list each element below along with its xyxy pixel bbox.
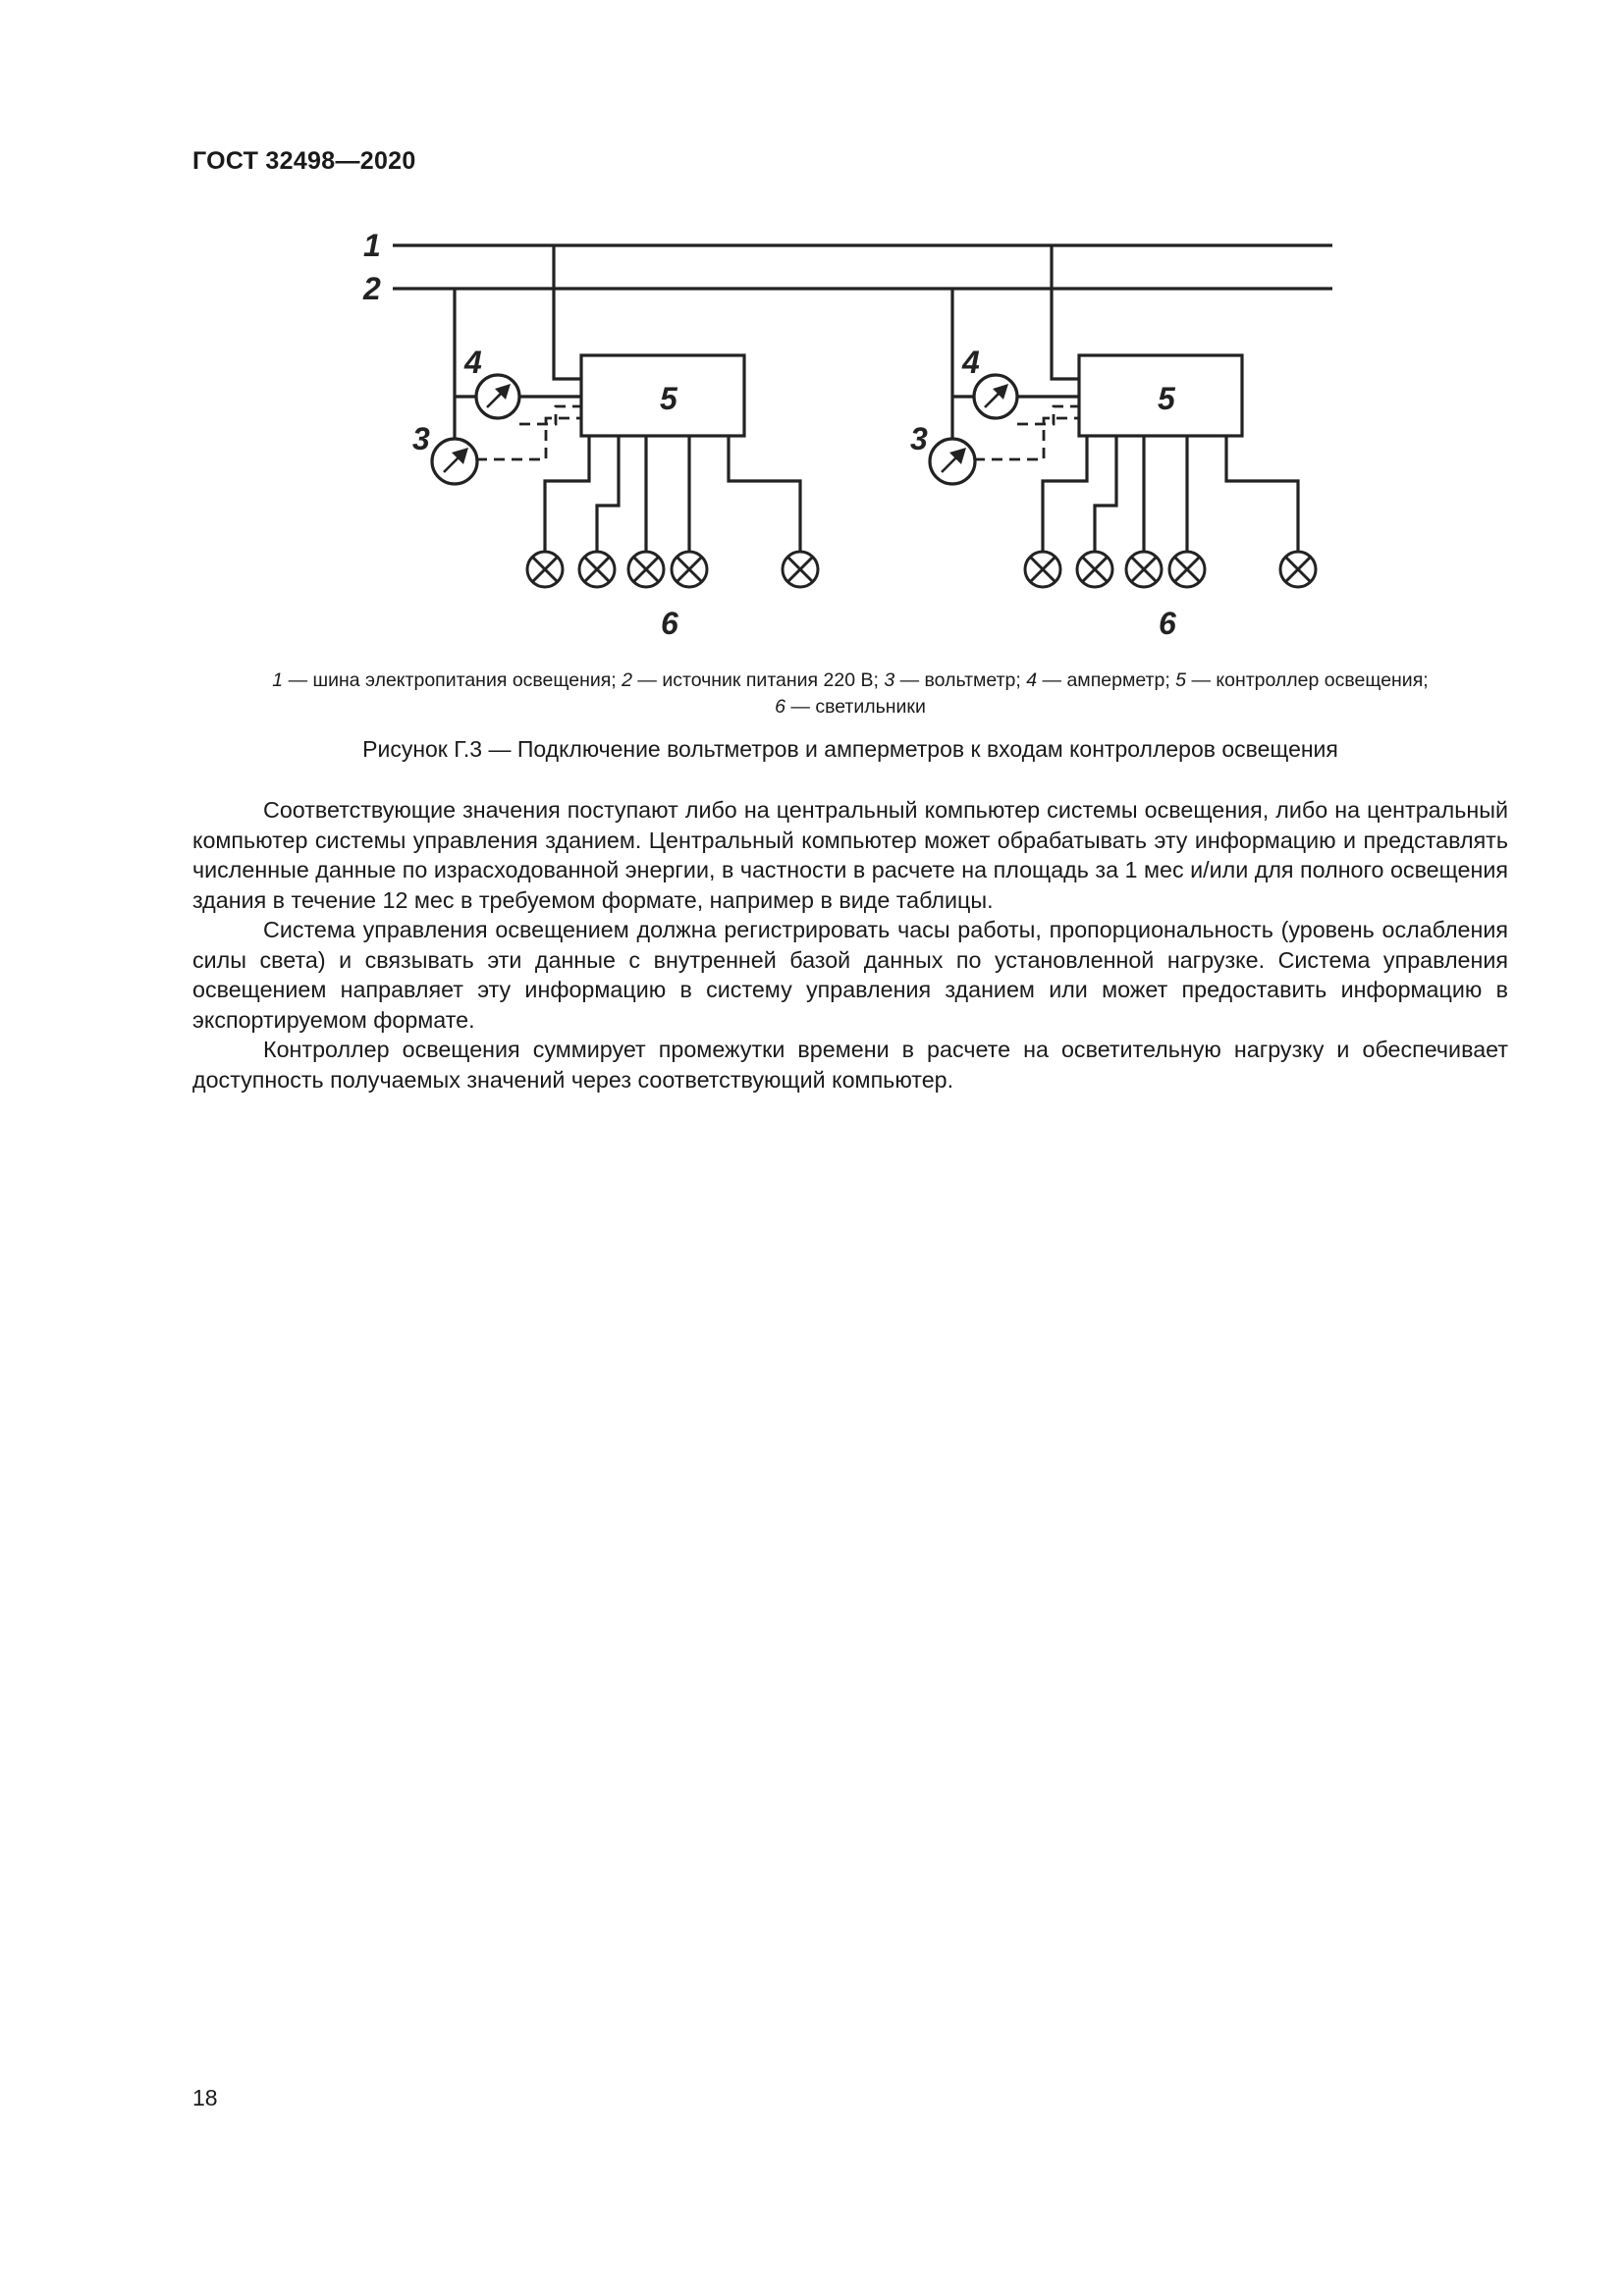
lamps-label-left: 6 (661, 606, 678, 641)
ammeter-label-left: 4 (464, 345, 482, 380)
page-number: 18 (192, 2085, 218, 2110)
legend-text: — контроллер освещения; (1186, 669, 1429, 691)
wiring-diagram (0, 0, 1624, 687)
voltmeter-left (432, 439, 477, 484)
controller-label-left: 5 (660, 381, 677, 416)
legend-text: — светильники (785, 696, 926, 718)
circuit-right (910, 245, 1316, 641)
lamps-left (527, 552, 818, 587)
voltmeter-label-left: 3 (412, 421, 430, 456)
legend-num: 3 (884, 669, 895, 691)
document-header: ГОСТ 32498—2020 (192, 147, 416, 175)
lamp-icon (1077, 552, 1112, 587)
voltmeter-right (930, 439, 975, 484)
legend-num: 1 (272, 669, 284, 691)
lamp-icon (527, 552, 563, 587)
ammeter-left (476, 375, 519, 418)
controller-label-right: 5 (1158, 381, 1175, 416)
bus-label-1: 1 (363, 228, 381, 263)
legend-num: 4 (1026, 669, 1038, 691)
legend-text: — амперметр; (1037, 669, 1176, 691)
body-text (192, 795, 1508, 1095)
legend-text: — вольтметр; (894, 669, 1027, 691)
lamp-icon (628, 552, 664, 587)
figure-legend (192, 667, 1508, 721)
lamp-icon (579, 552, 615, 587)
legend-text: — источник питания 220 В; (632, 669, 885, 691)
lamp-icon (1126, 552, 1162, 587)
legend-num: 2 (622, 669, 632, 691)
lamp-icon (672, 552, 707, 587)
paragraph: Система управления освещением должна регистрировать часы работы, пропорциональность (уровень ослабления силы света) и связывать эти данные с внутренней базой данных по установленной нагрузке. Система управления освещением направляет эту информацию в систему управления зданием или может предоставить информацию в экспортируемом формате. (192, 917, 1508, 1033)
legend-num: 6 (775, 696, 785, 718)
paragraph: Соответствующие значения поступают либо на центральный компьютер системы освещения, либо на центральный компьютер системы управления зданием. Центральный компьютер может обрабатывать эту информацию и представлять численные данные по израсходованной энергии, в частности в расчете на площадь за 1 мес и/или для полного освещения здания в течение 12 мес в требуемом формате, например в виде таблицы. (192, 797, 1508, 913)
bus-labels (362, 228, 381, 306)
circuit-left (412, 245, 818, 641)
bus-label-2: 2 (363, 271, 381, 306)
legend-num: 5 (1175, 669, 1187, 691)
lamp-icon (1025, 552, 1060, 587)
ammeter-right (974, 375, 1017, 418)
ammeter-label-right: 4 (962, 345, 980, 380)
figure-caption: Рисунок Г.3 — Подключение вольтметров и амперметров к входам контроллеров освещения (362, 736, 1338, 762)
paragraph: Контроллер освещения суммирует промежутки времени в расчете на осветительную нагрузку и обеспечивает доступность получаемых значений через соответствующий компьютер. (192, 1037, 1508, 1093)
lamp-icon (1280, 552, 1316, 587)
lamp-icon (783, 552, 818, 587)
lamp-icon (1169, 552, 1205, 587)
lamps-label-right: 6 (1159, 606, 1176, 641)
voltmeter-label-right: 3 (910, 421, 928, 456)
lamps-right (1025, 552, 1316, 587)
legend-text: — шина электропитания освещения; (283, 669, 623, 691)
